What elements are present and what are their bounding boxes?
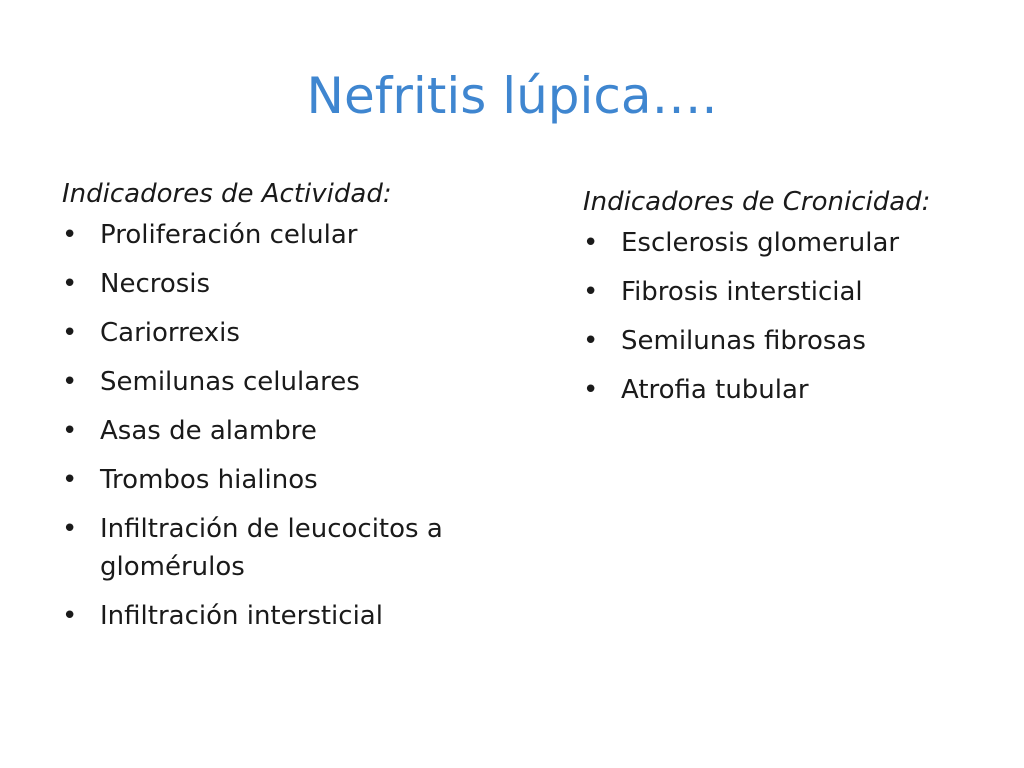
list-item-text: Proliferación celular: [100, 220, 358, 250]
list-item-text: Trombos hialinos: [100, 465, 318, 495]
list-item: [62, 265, 512, 303]
bullet-icon: •: [62, 514, 78, 544]
list-item: [62, 314, 512, 352]
list-item: [583, 371, 1024, 409]
bullet-icon: •: [62, 465, 78, 495]
chronicity-list: [583, 224, 1024, 409]
bullet-icon: •: [583, 277, 599, 307]
list-item-text: Infiltración intersticial: [100, 601, 383, 631]
activity-list: [62, 216, 512, 635]
bullet-icon: •: [583, 228, 599, 258]
activity-column: [62, 172, 512, 646]
list-item-text: Asas de alambre: [100, 416, 317, 446]
bullet-icon: •: [583, 326, 599, 356]
list-item: [62, 363, 512, 401]
activity-heading: Indicadores de Actividad:: [62, 179, 392, 209]
list-item-text: Infiltración de leucocitos a glomérulos: [100, 514, 443, 582]
list-item-text: Semilunas celulares: [100, 367, 360, 397]
list-item-text: Esclerosis glomerular: [621, 228, 900, 258]
list-item-text: Necrosis: [100, 269, 211, 299]
list-item: [62, 216, 512, 254]
list-item: [583, 322, 1024, 360]
list-item-text: Semilunas fibrosas: [621, 326, 866, 356]
list-item-text: Atrofia tubular: [621, 375, 809, 405]
bullet-icon: •: [62, 601, 78, 631]
bullet-icon: •: [62, 416, 78, 446]
chronicity-column: [583, 180, 1024, 420]
slide-title: Nefritis lúpica….: [306, 67, 718, 125]
list-item: [62, 597, 512, 635]
bullet-icon: •: [62, 367, 78, 397]
chronicity-heading: Indicadores de Cronicidad:: [583, 187, 931, 217]
list-item: [62, 412, 512, 450]
bullet-icon: •: [62, 220, 78, 250]
list-item-text: Fibrosis intersticial: [621, 277, 863, 307]
list-item: [583, 273, 1024, 311]
bullet-icon: •: [62, 318, 78, 348]
list-item: [583, 224, 1024, 262]
list-item: [62, 510, 500, 586]
bullet-icon: •: [583, 375, 599, 405]
list-item-text: Cariorrexis: [100, 318, 240, 348]
bullet-icon: •: [62, 269, 78, 299]
list-item: [62, 461, 512, 499]
